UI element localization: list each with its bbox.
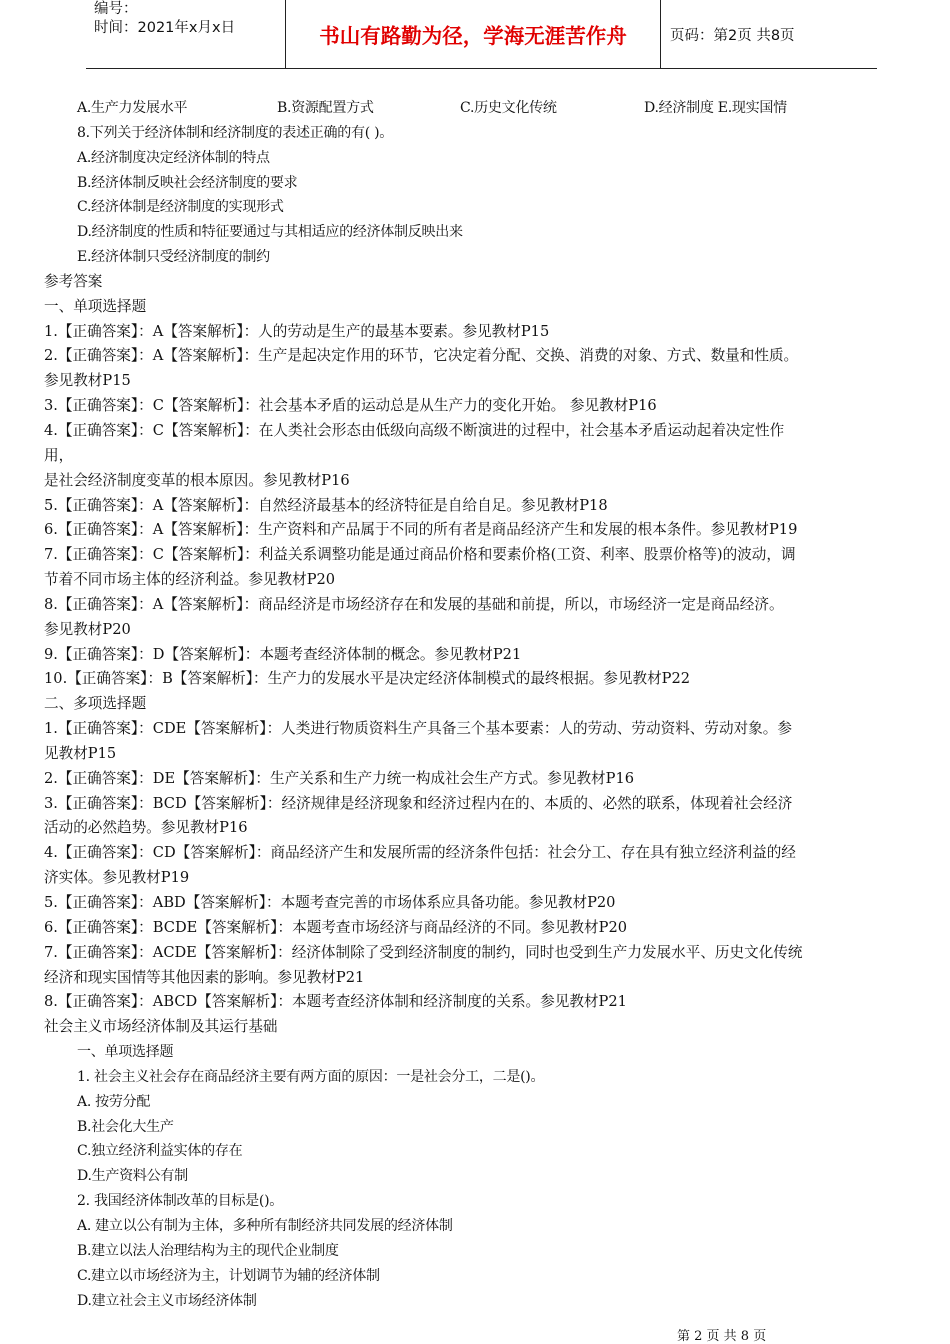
text-line: B.经济体制反映社会经济制度的要求 [77, 174, 298, 191]
number-label: 编号： [94, 1, 138, 17]
text-line: 2.【正确答案】：DE【答案解析】：生产关系和生产力统一构成社会生产方式。参见教材P16 [44, 769, 635, 787]
text-line: 2. 我国经济体制改革的目标是()。 [77, 1193, 284, 1210]
text-line: 二、多项选择题 [44, 695, 147, 713]
text-line: 是社会经济制度变革的根本原因。参见教材P16 [44, 471, 350, 489]
text-line: 参考答案 [44, 272, 103, 290]
text-line: 参见教材P15 [44, 372, 131, 390]
header-motto: 书山有路勤为径，学海无涯苦作舟 [285, 0, 661, 68]
text-line: 参见教材P20 [44, 620, 131, 638]
text-line: 济实体。参见教材P19 [44, 869, 190, 887]
text-line: D.建立社会主义市场经济体制 [77, 1292, 257, 1309]
text-line: 用， [44, 446, 74, 464]
text-line: 活动的必然趋势。参见教材P16 [44, 819, 248, 837]
answer-key-block [44, 270, 934, 1040]
text-line: A. 按劳分配 [77, 1093, 151, 1110]
text-line: 2.【正确答案】：A【答案解析】：生产是起决定作用的环节，它决定着分配、交换、消费的对象、方式、数量和性质。 [44, 347, 799, 365]
time-label: 时间：2021年x月x日 [94, 20, 236, 36]
text-line: 3.【正确答案】：C【答案解析】：社会基本矛盾的运动总是从生产力的变化开始。 参见教材P16 [44, 397, 657, 415]
text-line: 7.【正确答案】：ACDE【答案解析】：经济体制除了受到经济制度的制约，同时也受到生产力发展水平、历史文化传统 [44, 943, 803, 961]
text-line: 4.【正确答案】：CD【答案解析】：商品经济产生和发展所需的经济条件包括：社会分工、存在具有独立经济利益的经 [44, 844, 796, 862]
text-line: 8.【正确答案】：A【答案解析】：商品经济是市场经济存在和发展的基础和前提，所以，市场经济一定是商品经济。 [44, 595, 784, 613]
text-line: 3.【正确答案】：BCD【答案解析】：经济规律是经济现象和经济过程内在的、本质的、必然的联系，体现着社会经济 [44, 794, 793, 812]
page-footer: 第 2 页 共 8 页 [677, 1329, 767, 1344]
options-row [44, 96, 934, 121]
text-line: 8.下列关于经济体制和经济制度的表述正确的有( )。 [77, 124, 394, 141]
text-line: C.经济体制是经济制度的实现形式 [77, 199, 284, 216]
text-line: C.建立以市场经济为主，计划调节为辅的经济体制 [77, 1267, 380, 1284]
header-meta [86, 0, 285, 68]
text-line: D.生产资料公有制 [77, 1168, 188, 1185]
option-de: D.经济制度 E.现实国情 [644, 100, 787, 116]
document-body [44, 96, 934, 1313]
text-line: C.独立经济利益实体的存在 [77, 1143, 243, 1160]
option-b: B.资源配置方式 [277, 100, 374, 116]
text-line: 4.【正确答案】：C【答案解析】：在人类社会形态由低级向高级不断演进的过程中，社会基本矛盾运动起着决定性作 [44, 421, 785, 439]
text-line: 社会主义市场经济体制及其运行基础 [44, 1018, 278, 1036]
text-line: D.经济制度的性质和特征要通过与其相适应的经济体制反映出来 [77, 224, 463, 241]
option-a: A.生产力发展水平 [77, 100, 188, 116]
text-line: 9.【正确答案】：D【答案解析】：本题考查经济体制的概念。参见教材P21 [44, 645, 522, 663]
text-line: 经济和现实国情等其他因素的影响。参见教材P21 [44, 968, 365, 986]
text-line: E.经济体制只受经济制度的制约 [77, 249, 270, 266]
text-line: 1.【正确答案】：A【答案解析】：人的劳动是生产的最基本要素。参见教材P15 [44, 322, 550, 340]
option-c: C.历史文化传统 [460, 100, 557, 116]
header-page-info: 页码：第2页 共8页 [670, 27, 795, 44]
text-line: 8.【正确答案】：ABCD【答案解析】：本题考查经济体制和经济制度的关系。参见教材P21 [44, 993, 627, 1011]
text-line: A. 建立以公有制为主体，多种所有制经济共同发展的经济体制 [77, 1217, 453, 1234]
question-8-block [44, 121, 934, 270]
page-header [86, 0, 877, 69]
text-line: 10.【正确答案】：B【答案解析】：生产力的发展水平是决定经济体制模式的最终根据。参见教材P22 [44, 670, 691, 688]
text-line: B.社会化大生产 [77, 1118, 174, 1135]
text-line: 6.【正确答案】：A【答案解析】：生产资料和产品属于不同的所有者是商品经济产生和发展的根本条件。参见教材P19 [44, 521, 798, 539]
text-line: 见教材P15 [44, 744, 117, 762]
text-line: 5.【正确答案】：ABD【答案解析】：本题考查完善的市场体系应具备功能。参见教材P20 [44, 894, 616, 911]
text-line: A.经济制度决定经济体制的特点 [77, 149, 270, 166]
text-line: 5.【正确答案】：A【答案解析】：自然经济最基本的经济特征是自给自足。参见教材P18 [44, 496, 608, 514]
text-line: B.建立以法人治理结构为主的现代企业制度 [77, 1242, 339, 1259]
text-line: 1. 社会主义社会存在商品经济主要有两方面的原因：一是社会分工，二是()。 [77, 1068, 545, 1085]
text-line: 6.【正确答案】：BCDE【答案解析】：本题考查市场经济与商品经济的不同。参见教材P20 [44, 918, 628, 936]
text-line: 1.【正确答案】：CDE【答案解析】：人类进行物质资料生产具备三个基本要素：人的劳动、劳动资料、劳动对象。参 [44, 720, 792, 738]
text-line: 一、单项选择题 [77, 1044, 174, 1061]
text-line: 节着不同市场主体的经济利益。参见教材P20 [44, 571, 336, 589]
text-line: 一、单项选择题 [44, 297, 147, 315]
new-section-block [44, 1040, 934, 1313]
text-line: 7.【正确答案】：C【答案解析】：利益关系调整功能是通过商品价格和要素价格(工资、利率、股票价格等)的波动，调 [44, 546, 796, 564]
